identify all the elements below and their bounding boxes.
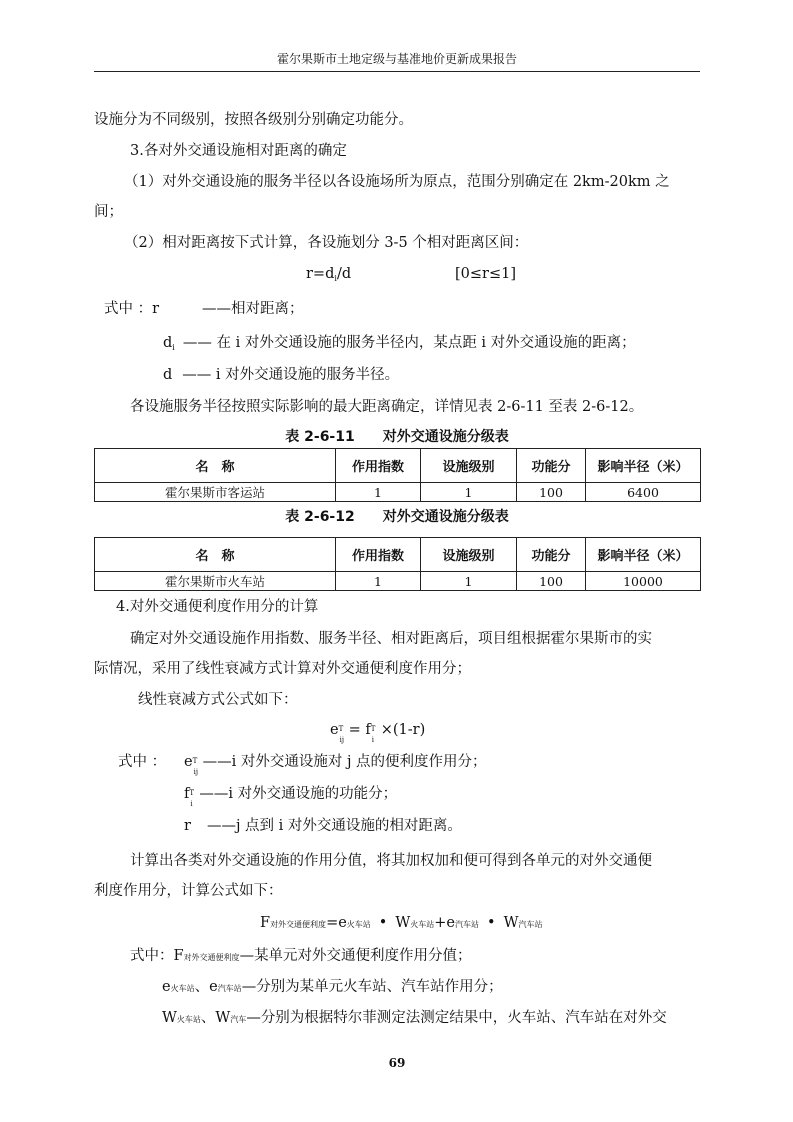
table-1-cell-level: 1 xyxy=(421,483,517,502)
table-1-caption: 表 2-6-11 对外交通设施分级表 xyxy=(285,429,509,445)
table-2-cell-score: 100 xyxy=(517,572,586,591)
where-r-label: 式中 ：r xyxy=(104,301,160,317)
table-row xyxy=(95,483,701,502)
table-2-header-index: 作用指数 xyxy=(336,538,421,572)
where-r-desc: ——相对距离； xyxy=(202,301,304,317)
table-2-cell-radius: 10000 xyxy=(586,572,701,591)
paragraph-7-line-2: 利度作用分，计算公式如下： xyxy=(94,883,283,899)
table-2-header-name: 名 称 xyxy=(95,538,336,572)
table-2-header-score: 功能分 xyxy=(517,538,586,572)
table-1-header-score: 功能分 xyxy=(517,449,586,483)
table-1-header-name: 名 称 xyxy=(95,449,336,483)
header-rule xyxy=(94,71,700,72)
table-1 xyxy=(94,448,701,502)
table-1-header-level: 设施级别 xyxy=(421,449,517,483)
table-1-header-row xyxy=(95,449,701,483)
where-e-stations: e火车站、e汽车站—分别为某单元火车站、汽车站作用分； xyxy=(162,979,503,995)
table-2-cell-index: 1 xyxy=(336,572,421,591)
table-2-header-level: 设施级别 xyxy=(421,538,517,572)
where-f: f T i ——i 对外交通设施的功能分； xyxy=(184,786,398,808)
table-2-header-radius: 影响半径（米） xyxy=(586,538,701,572)
where-e: e T ij ——i 对外交通设施对 j 点的便利度作用分； xyxy=(184,754,487,776)
table-1-cell-name: 霍尔果斯市客运站 xyxy=(95,483,336,502)
table-2-cell-level: 1 xyxy=(421,572,517,591)
table-1-cell-radius: 6400 xyxy=(586,483,701,502)
table-row xyxy=(95,572,701,591)
formula-weighted-sum: F对外交通便利度=e火车站 • W火车站+e汽车站 • W汽车站 xyxy=(260,915,543,931)
paragraph-5-line-2: 际情况，采用了线性衰减方式计算对外交通便利度作用分； xyxy=(94,661,471,677)
formula-range: [0≤r≤1] xyxy=(455,266,516,282)
paragraph-2-line-2: 间； xyxy=(94,204,123,220)
table-1-header-index: 作用指数 xyxy=(336,449,421,483)
formula-relative-distance: $r=d_i/d$ xyxy=(306,266,352,283)
table-2 xyxy=(94,537,701,591)
section-heading-4: 4.对外交通便利度作用分的计算 xyxy=(116,599,319,615)
table-1-cell-index: 1 xyxy=(336,483,421,502)
paragraph-3: （2）相对距离按下式计算，各设施划分 3-5 个相对距离区间： xyxy=(124,235,529,251)
where-W-stations: W火车站、W汽车—分别为根据特尔菲测定法测定结果中，火车站、汽车站在对外交 xyxy=(162,1010,667,1026)
paragraph-7-line-1: 计算出各类对外交通设施的作用分值，将其加权加和便可得到各单元的对外交通便 xyxy=(130,853,652,869)
where-r2: r ——j 点到 i 对外交通设施的相对距离。 xyxy=(184,818,462,834)
page-number: 69 xyxy=(388,1056,406,1070)
where-F: 式中：F对外交通便利度—某单元对外交通便利度作用分值； xyxy=(130,948,472,964)
section-heading-3: 3.各对外交通设施相对距离的确定 xyxy=(130,143,347,159)
paragraph-5-line-1: 确定对外交通设施作用指数、服务半径、相对距离后，项目组根据霍尔果斯市的实 xyxy=(130,631,652,647)
table-1-cell-score: 100 xyxy=(517,483,586,502)
paragraph-6: 线性衰减方式公式如下： xyxy=(138,692,298,708)
where-e-label: 式中 ： xyxy=(118,754,167,770)
paragraph-1: 设施分为不同级别，按照各级别分别确定功能分。 xyxy=(94,112,413,128)
where-d: d —— i 对外交通设施的服务半径。 xyxy=(163,367,400,383)
table-2-caption: 表 2-6-12 对外交通设施分级表 xyxy=(285,509,509,525)
table-1-header-radius: 影响半径（米） xyxy=(586,449,701,483)
paragraph-2-line-1: （1）对外交通设施的服务半径以各设施场所为原点，范围分别确定在 2km-20km 之 xyxy=(124,174,670,190)
paragraph-4: 各设施服务半径按照实际影响的最大距离确定，详情见表 2-6-11 至表 2-6-12。 xyxy=(130,399,644,415)
table-2-cell-name: 霍尔果斯市火车站 xyxy=(95,572,336,591)
where-di: $d_i$ —— 在 i 对外交通设施的服务半径内，某点距 i 对外交通设施的距离； xyxy=(163,335,636,352)
table-2-header-row xyxy=(95,538,701,572)
page-header: 霍尔果斯市土地定级与基准地价更新成果报告 xyxy=(276,52,517,66)
formula-linear-decay: e T ij = f T i ×(1-r) xyxy=(330,722,426,744)
